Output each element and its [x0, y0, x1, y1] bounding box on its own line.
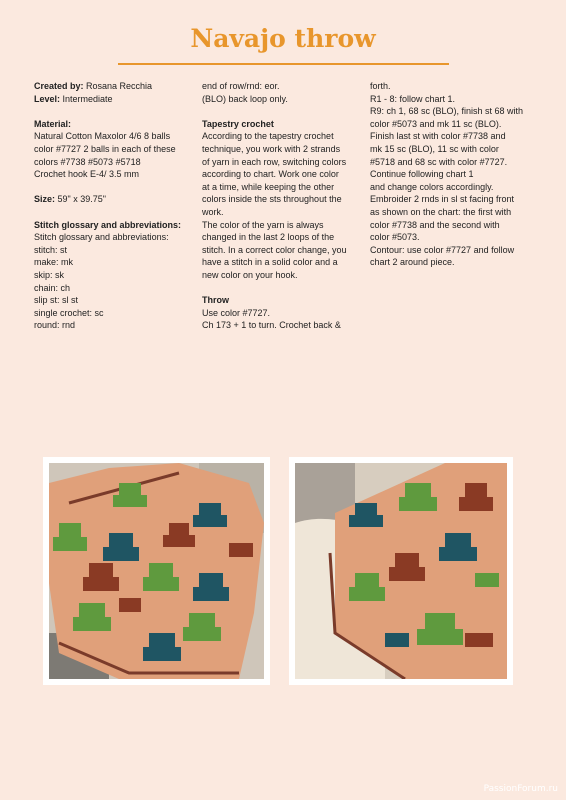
- tapestry-heading: Tapestry crochet: [202, 118, 274, 129]
- instruction-line: chart 2 around piece.: [370, 257, 455, 268]
- glossary-line: single crochet: sc: [34, 307, 104, 318]
- tapestry-line: according to chart. Work one color: [202, 169, 339, 180]
- instruction-line: color #5073 and mk 11 sc (BLO).: [370, 118, 502, 129]
- throw-photo-right: [289, 457, 513, 685]
- tapestry-line: of yarn in each row, switching colors: [202, 156, 347, 167]
- instruction-line: #5718 and 68 sc with color #7727.: [370, 156, 508, 167]
- column-2: [202, 80, 360, 332]
- material-line: color #7727 2 balls in each of these: [34, 143, 176, 154]
- instruction-line: Contour: use color #7727 and follow: [370, 244, 515, 255]
- intro-line: (BLO) back loop only.: [202, 93, 288, 104]
- tapestry-line: stitch. In a correct color change, you: [202, 244, 347, 255]
- glossary-line: slip st: sl st: [34, 295, 79, 306]
- size-value: 59" x 39.75": [55, 194, 106, 205]
- throw-photo-left-image: [49, 463, 264, 679]
- tapestry-line: work.: [202, 206, 224, 217]
- tapestry-line: According to the tapestry crochet: [202, 131, 334, 142]
- instruction-line: R9: ch 1, 68 sc (BLO), finish st 68 with: [370, 106, 524, 117]
- tapestry-line: technique, you work with 2 strands: [202, 143, 341, 154]
- glossary-line: skip: sk: [34, 269, 65, 280]
- instruction-line: forth.: [370, 81, 391, 91]
- instruction-line: Continue following chart 1: [370, 169, 474, 180]
- tapestry-line: have a stitch in a solid color and a: [202, 257, 338, 268]
- throw-line: Use color #7727.: [202, 307, 271, 318]
- material-line: Natural Cotton Maxolor 4/6 8 balls: [34, 131, 171, 142]
- throw-photo-left: [43, 457, 270, 685]
- column-3: [370, 80, 535, 269]
- throw-line: Ch 173 + 1 to turn. Crochet back &: [202, 320, 341, 331]
- material-heading: Material:: [34, 118, 72, 129]
- tapestry-line: at a time, while keeping the other: [202, 181, 335, 192]
- column-1: [34, 80, 194, 332]
- created-by-value: Rosana Recchia: [83, 81, 153, 91]
- created-by-label: Created by:: [34, 81, 84, 91]
- glossary-line: make: mk: [34, 257, 74, 268]
- level-value: Intermediate: [60, 93, 113, 104]
- level-line: [34, 93, 194, 106]
- tapestry-line: The color of the yarn is always: [202, 219, 324, 230]
- tapestry-line: changed in the last 2 loops of the: [202, 232, 335, 243]
- glossary-line: chain: ch: [34, 282, 71, 293]
- instruction-line: as shown on the chart: the first with: [370, 206, 512, 217]
- instruction-line: color #5073.: [370, 232, 420, 243]
- glossary-line: Stitch glossary and abbreviations:: [34, 232, 169, 243]
- throw-photo-right-image: [295, 463, 507, 679]
- glossary-line: round: rnd: [34, 320, 76, 331]
- glossary-line: stitch: st: [34, 244, 68, 255]
- size-line: [34, 193, 194, 206]
- tapestry-line: colors inside the sts throughout the: [202, 194, 342, 205]
- site-watermark: PassionForum.ru: [483, 784, 558, 794]
- page-title: Navajo throw: [190, 24, 376, 53]
- material-line: colors #7738 #5073 #5718: [34, 156, 141, 167]
- size-label: Size:: [34, 194, 56, 205]
- material-line: Crochet hook E-4/ 3.5 mm: [34, 169, 140, 180]
- intro-line: end of row/rnd: eor.: [202, 81, 280, 91]
- created-by-line: [34, 80, 194, 93]
- tapestry-line: new color on your hook.: [202, 269, 298, 280]
- title-underline: [118, 63, 449, 65]
- throw-heading: Throw: [202, 295, 229, 306]
- instruction-line: color #7738 and the second with: [370, 219, 500, 230]
- instruction-line: and change colors accordingly.: [370, 181, 494, 192]
- instruction-line: mk 15 sc (BLO), 11 sc with color: [370, 143, 499, 154]
- glossary-heading: Stitch glossary and abbreviations:: [34, 219, 182, 230]
- instruction-line: Finish last st with color #7738 and: [370, 131, 506, 142]
- instruction-line: R1 - 8: follow chart 1.: [370, 93, 456, 104]
- level-label: Level:: [34, 93, 61, 104]
- instruction-line: Embroider 2 rnds in sl st facing front: [370, 194, 515, 205]
